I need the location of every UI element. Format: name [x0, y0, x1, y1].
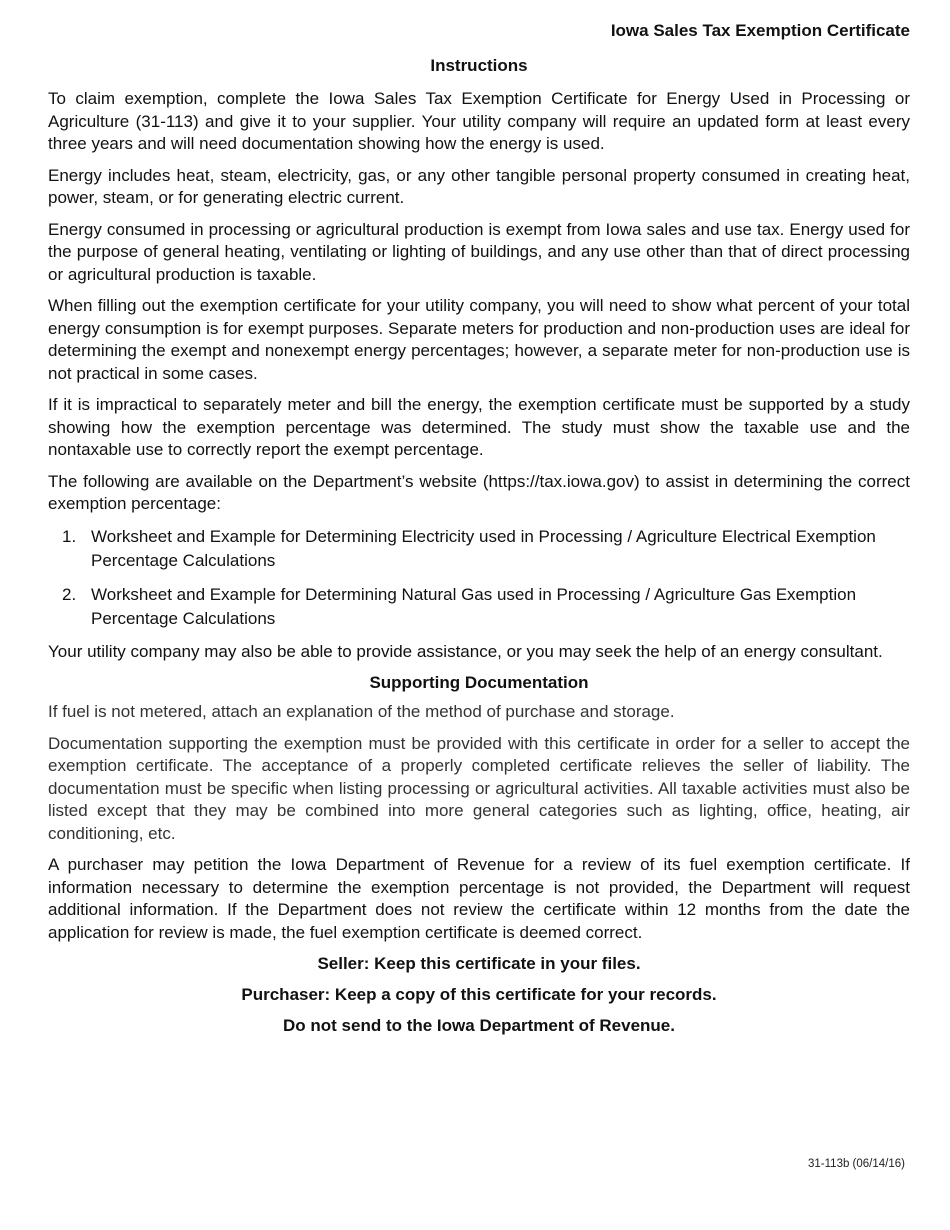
list-item-text: Worksheet and Example for Determining Natural Gas used in Processing / Agriculture Gas Exemption Percentage Calculations — [91, 584, 857, 628]
instructions-paragraph: Energy consumed in processing or agricultural production is exempt from Iowa sales and use tax. Energy used for the purpose of general heating, ventilating or lighting of buildings, and any use other than that of direct processing or agricultural production is taxable. — [48, 219, 910, 284]
instructions-paragraph: Energy includes heat, steam, electricity, gas, or any other tangible personal property consumed in creating heat, power, steam, or for generating electric current. — [48, 165, 910, 207]
purchaser-notice: Purchaser: Keep a copy of this certificate for your records. — [241, 985, 717, 1004]
instructions-paragraph: Your utility company may also be able to provide assistance, or you may seek the help of an energy consultant. — [48, 641, 883, 661]
list-item — [48, 583, 910, 631]
supporting-paragraph: Documentation supporting the exemption must be provided with this certificate in order for a seller to accept the exemption certificate. The acceptance of a properly completed certificate relieves the seller of liability. The documentation must be specific when listing processing or agricultural activities. All taxable activities must also be listed except that they may be combined into more general categories such as lighting, office, heating, air conditioning, etc. — [48, 733, 910, 843]
instructions-heading: Instructions — [430, 56, 528, 75]
supporting-documentation-heading: Supporting Documentation — [369, 673, 589, 692]
instructions-paragraph: If it is impractical to separately meter and bill the energy, the exemption certificate must be supported by a study showing how the exemption percentage was determined. The study must show the taxable use and the nontaxable use to correctly report the exempt percentage. — [48, 395, 910, 459]
instructions-paragraph: When filling out the exemption certificate for your utility company, you will need to show what percent of your total energy consumption is for exempt purposes. Separate meters for production and non-production uses are ideal for determining the exempt and nonexempt energy percentages; however, a separate meter for non-production use is not practical in some cases. — [48, 296, 910, 383]
supporting-paragraph: A purchaser may petition the Iowa Department of Revenue for a review of its fuel exemption certificate. If information necessary to determine the exemption percentage is not provided, the Department will request additional information. If the Department does not review the certificate within 12 months from the date the application for review is made, the fuel exemption certificate is deemed correct. — [48, 855, 910, 942]
document-body — [48, 88, 910, 1046]
list-item — [48, 525, 910, 573]
do-not-send-notice: Do not send to the Iowa Department of Revenue. — [283, 1016, 675, 1035]
document-title: Iowa Sales Tax Exemption Certificate — [610, 21, 910, 40]
list-item-text: Worksheet and Example for Determining Electricity used in Processing / Agriculture Electrical Exemption Percentage Calculations — [91, 526, 876, 570]
form-number: 31-113b (06/14/16) — [808, 1158, 905, 1170]
instructions-paragraph: To claim exemption, complete the Iowa Sales Tax Exemption Certificate for Energy Used in Processing or Agriculture (31-113) and give it to your supplier. Your utility company will require an updated form at least every three years and will need documentation showing how the energy is used. — [48, 89, 910, 153]
list-item-number: 1. — [62, 526, 77, 546]
resource-list — [48, 525, 910, 631]
seller-notice: Seller: Keep this certificate in your files. — [317, 954, 641, 973]
list-item-number: 2. — [62, 584, 77, 604]
supporting-paragraph: If fuel is not metered, attach an explanation of the method of purchase and storage. — [48, 702, 675, 721]
instructions-paragraph: The following are available on the Department’s website (https://tax.iowa.gov) to assist in determining the correct exemption percentage: — [48, 471, 910, 513]
